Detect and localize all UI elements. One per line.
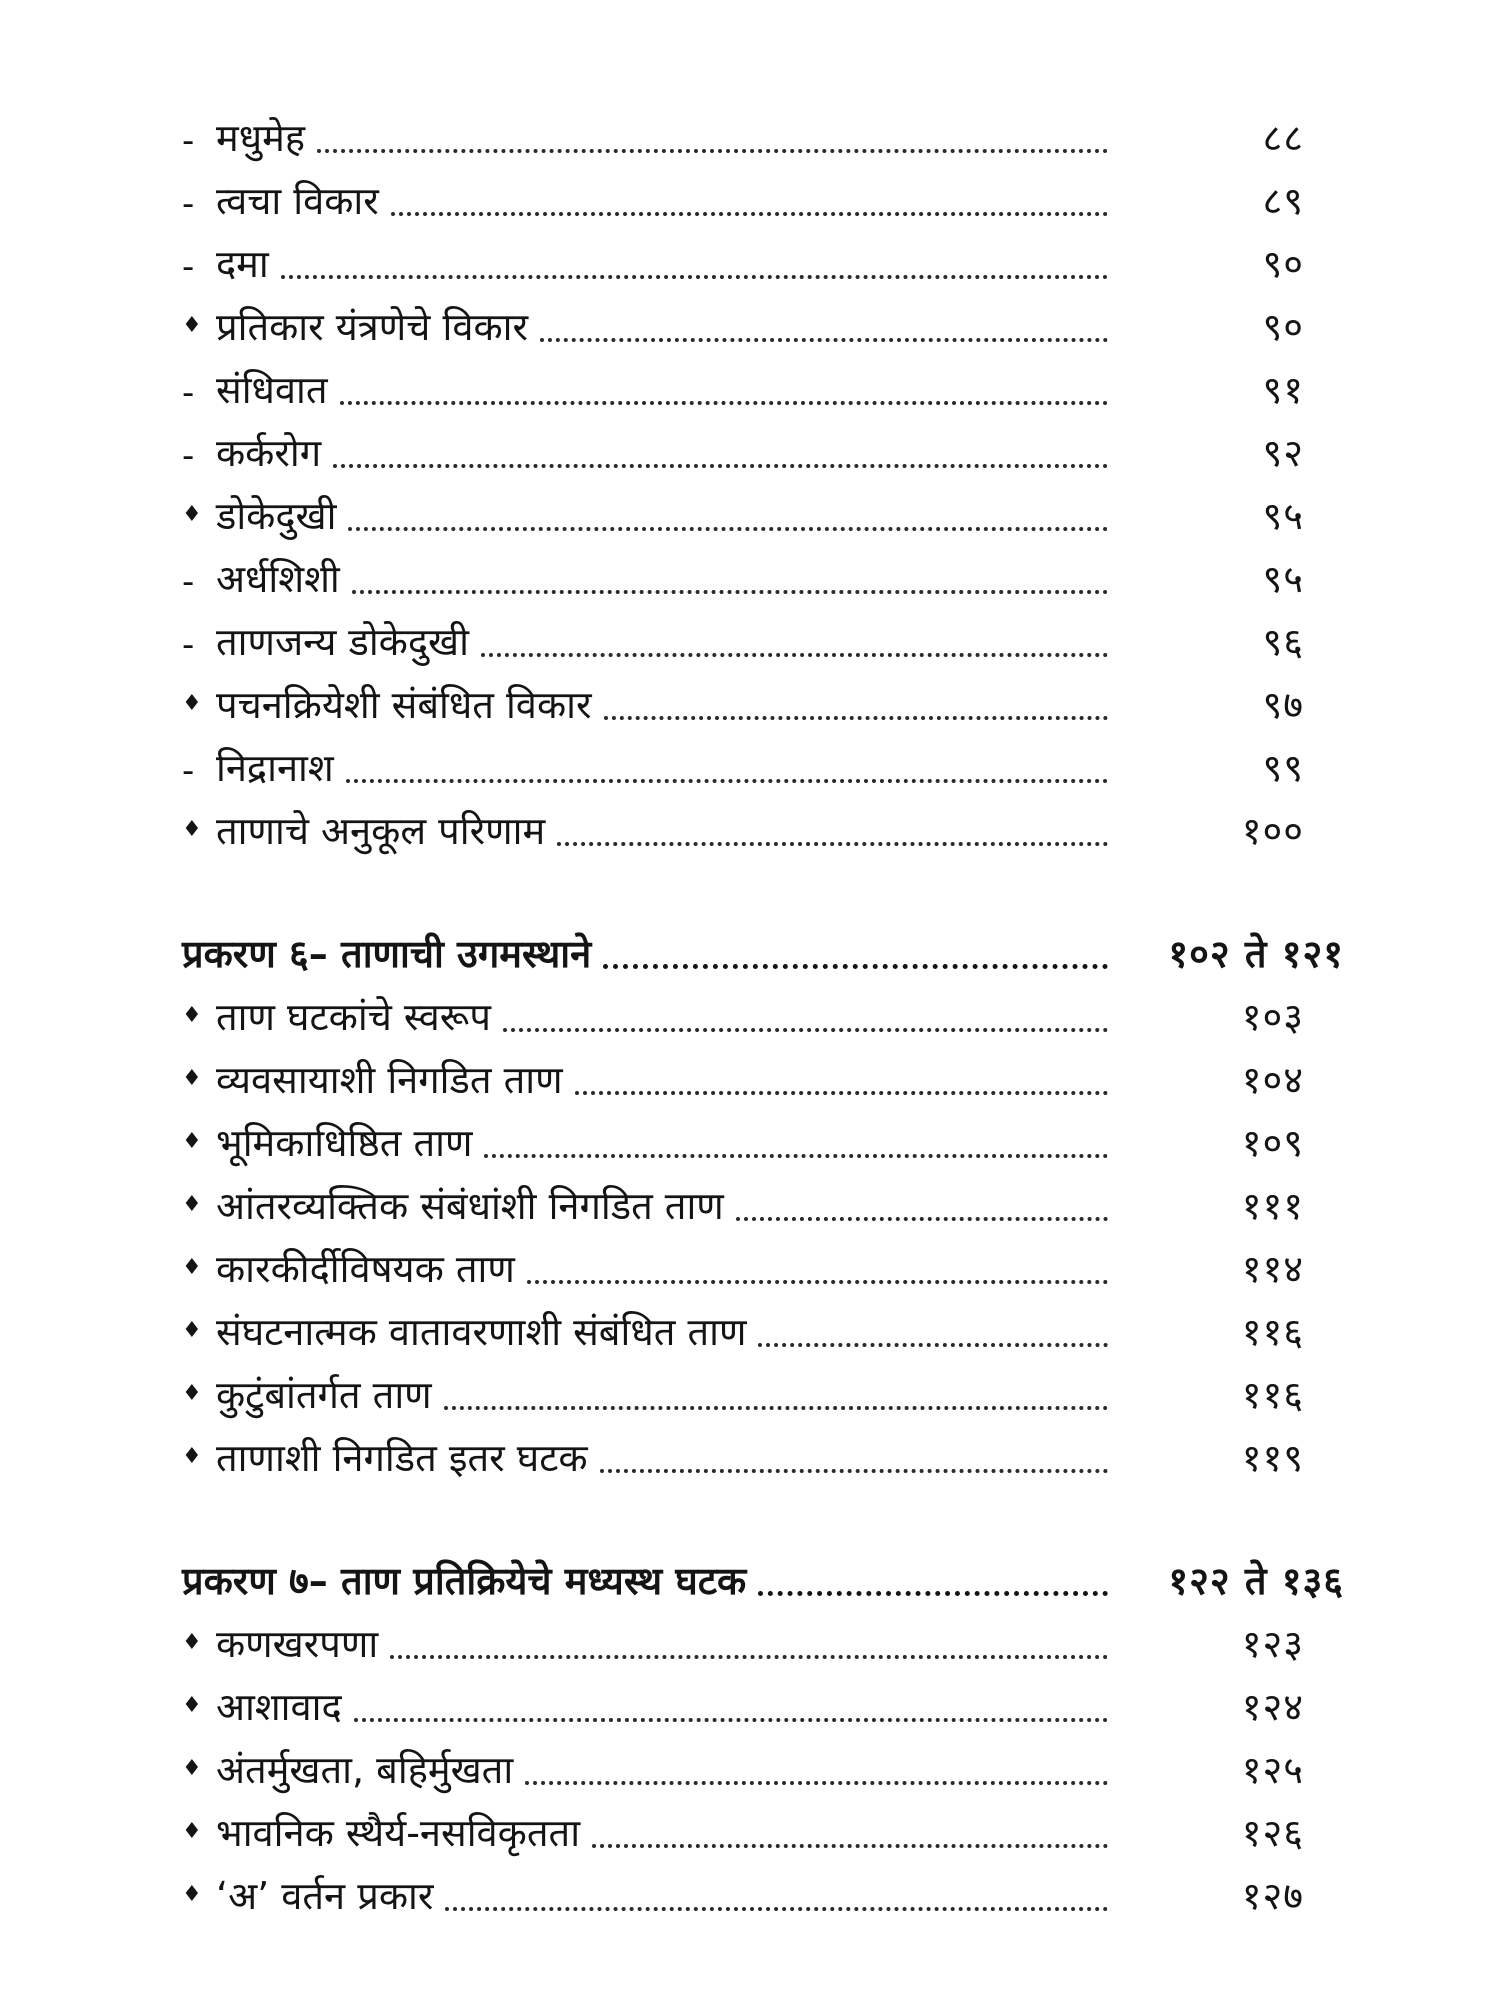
dot-leader xyxy=(484,1154,1108,1158)
dash-marker: - xyxy=(182,624,195,665)
dot-leader xyxy=(352,590,1108,594)
dash-marker: - xyxy=(182,183,195,224)
toc-entry-label: मधुमेह xyxy=(216,116,305,161)
dot-leader xyxy=(444,1406,1108,1410)
section-gap xyxy=(182,854,1330,914)
toc-entry-label: कणखरपणा xyxy=(216,1622,379,1667)
toc-entry-label: भूमिकाधिष्ठित ताण xyxy=(216,1121,473,1166)
toc-entry-label: आंतरव्यक्तिक संबंधांशी निगडित ताण xyxy=(216,1184,724,1229)
dot-leader xyxy=(758,1591,1108,1596)
toc-entry xyxy=(182,1229,1330,1292)
toc-entry-page: ९० xyxy=(1262,305,1304,350)
toc-entry-label: ताण घटकांचे स्वरूप xyxy=(216,995,491,1040)
toc-entry xyxy=(182,977,1330,1040)
toc-entry-label: व्यवसायाशी निगडित ताण xyxy=(216,1058,563,1103)
toc-entry-page: १२३ xyxy=(1241,1622,1304,1667)
toc-entry-page: ११६ xyxy=(1241,1310,1304,1355)
toc-entry-page: १०९ xyxy=(1241,1121,1304,1166)
toc-entry xyxy=(182,161,1330,224)
toc-entry xyxy=(182,602,1330,665)
toc-entry-page: १११ xyxy=(1241,1184,1304,1229)
chapter-heading xyxy=(182,914,1344,977)
diamond-bullet-icon: ♦ xyxy=(182,1692,202,1718)
toc-entry xyxy=(182,98,1330,161)
toc-entry-page: १२७ xyxy=(1241,1874,1304,1919)
dash-marker: - xyxy=(182,372,195,413)
diamond-bullet-icon: ♦ xyxy=(182,690,202,716)
toc-entry-label: पचनक्रियेशी संबंधित विकार xyxy=(216,683,592,728)
toc-entry xyxy=(182,1355,1330,1418)
dot-leader xyxy=(592,1844,1108,1848)
toc-entry-label: डोकेदुखी xyxy=(216,494,337,539)
diamond-bullet-icon: ♦ xyxy=(182,1128,202,1154)
diamond-bullet-icon: ♦ xyxy=(182,1881,202,1907)
chapter-heading xyxy=(182,1541,1344,1604)
toc-entry-page: १२५ xyxy=(1241,1748,1304,1793)
toc-entry xyxy=(182,1292,1330,1355)
toc-entry-label: अर्धशिशी xyxy=(216,557,340,602)
dot-leader xyxy=(557,842,1108,846)
toc-entry-page: १२६ xyxy=(1241,1811,1304,1856)
toc-entry-page: ८८ xyxy=(1262,116,1304,161)
dot-leader xyxy=(758,1343,1108,1347)
toc-entry xyxy=(182,1667,1330,1730)
toc-entry-page: ९५ xyxy=(1262,557,1304,602)
toc-entry xyxy=(182,665,1330,728)
table-of-contents xyxy=(182,98,1344,1919)
dot-leader xyxy=(604,716,1108,720)
toc-entry xyxy=(182,1604,1330,1667)
diamond-bullet-icon: ♦ xyxy=(182,1065,202,1091)
toc-entry-label: प्रतिकार यंत्रणेचे विकार xyxy=(216,305,529,350)
toc-entry-page: ११६ xyxy=(1241,1373,1304,1418)
toc-entry-page: १२४ xyxy=(1241,1685,1304,1730)
toc-entry-page: १०३ xyxy=(1241,995,1304,1040)
toc-entry-page: ९६ xyxy=(1262,620,1304,665)
toc-entry-page: ९७ xyxy=(1262,683,1304,728)
toc-entry-label: ताणाशी निगडित इतर घटक xyxy=(216,1436,588,1481)
dash-marker: - xyxy=(182,120,195,161)
dot-leader xyxy=(600,1469,1108,1473)
diamond-bullet-icon: ♦ xyxy=(182,1002,202,1028)
chapter-page-range: १०२ ते १२१ xyxy=(1168,932,1344,977)
diamond-bullet-icon: ♦ xyxy=(182,1254,202,1280)
toc-entry-page: ११४ xyxy=(1241,1247,1304,1292)
dot-leader xyxy=(575,1091,1108,1095)
toc-entry xyxy=(182,1040,1330,1103)
toc-entry-label: अंतर्मुखता, बहिर्मुखता xyxy=(216,1748,514,1793)
toc-entry xyxy=(182,350,1330,413)
toc-entry-page: १०० xyxy=(1241,809,1304,854)
dot-leader xyxy=(346,779,1108,783)
toc-entry xyxy=(182,728,1330,791)
toc-entry xyxy=(182,1103,1330,1166)
chapter-title: प्रकरण ७– ताण प्रतिक्रियेचे मध्यस्थ घटक xyxy=(182,1559,747,1604)
dash-marker: - xyxy=(182,435,195,476)
toc-entry-page: ११९ xyxy=(1241,1436,1304,1481)
diamond-bullet-icon: ♦ xyxy=(182,501,202,527)
dash-marker: - xyxy=(182,561,195,602)
dot-leader xyxy=(736,1217,1108,1221)
toc-entry-label: निद्रानाश xyxy=(216,746,334,791)
dot-leader xyxy=(527,1280,1108,1284)
toc-entry-page: ९९ xyxy=(1262,746,1304,791)
section-gap xyxy=(182,1481,1330,1541)
toc-entry xyxy=(182,539,1330,602)
toc-section-continued xyxy=(182,98,1330,854)
diamond-bullet-icon: ♦ xyxy=(182,816,202,842)
toc-entry-label: भावनिक स्थैर्य-नसविकृतता xyxy=(216,1811,581,1856)
diamond-bullet-icon: ♦ xyxy=(182,1380,202,1406)
toc-entry-label: संधिवात xyxy=(216,368,328,413)
diamond-bullet-icon: ♦ xyxy=(182,1317,202,1343)
toc-entry-label: आशावाद xyxy=(216,1685,342,1730)
diamond-bullet-icon: ♦ xyxy=(182,1755,202,1781)
toc-entry xyxy=(182,224,1330,287)
diamond-bullet-icon: ♦ xyxy=(182,1443,202,1469)
dot-leader xyxy=(333,464,1108,468)
toc-entry xyxy=(182,287,1330,350)
toc-entry-label: ‘अ’ वर्तन प्रकार xyxy=(216,1874,434,1919)
toc-entry-page: ९५ xyxy=(1262,494,1304,539)
toc-entry-label: कुटुंबांतर्गत ताण xyxy=(216,1373,432,1418)
dot-leader xyxy=(340,401,1108,405)
diamond-bullet-icon: ♦ xyxy=(182,1191,202,1217)
diamond-bullet-icon: ♦ xyxy=(182,1818,202,1844)
dot-leader xyxy=(540,338,1108,342)
dot-leader xyxy=(281,275,1108,279)
dot-leader xyxy=(354,1718,1108,1722)
toc-entry-page: ८९ xyxy=(1262,179,1304,224)
toc-entry xyxy=(182,791,1330,854)
dot-leader xyxy=(348,527,1108,531)
dash-marker: - xyxy=(182,750,195,791)
diamond-bullet-icon: ♦ xyxy=(182,312,202,338)
dot-leader xyxy=(445,1907,1108,1911)
toc-entry xyxy=(182,1793,1330,1856)
chapter-page-range: १२२ ते १३६ xyxy=(1168,1559,1344,1604)
dash-marker: - xyxy=(182,246,195,287)
toc-entry-label: ताणाचे अनुकूल परिणाम xyxy=(216,809,546,854)
toc-entry-page: ९२ xyxy=(1262,431,1304,476)
toc-entry xyxy=(182,1166,1330,1229)
toc-chapter-7 xyxy=(182,1541,1344,1919)
dot-leader xyxy=(317,149,1108,153)
toc-entry-page: ९० xyxy=(1262,242,1304,287)
diamond-bullet-icon: ♦ xyxy=(182,1629,202,1655)
toc-entry-label: कर्करोग xyxy=(216,431,322,476)
toc-chapter-6 xyxy=(182,914,1344,1481)
dot-leader xyxy=(603,964,1108,969)
toc-entry-label: त्वचा विकार xyxy=(216,179,379,224)
toc-entry xyxy=(182,476,1330,539)
dot-leader xyxy=(481,653,1108,657)
toc-entry-page: ९१ xyxy=(1262,368,1304,413)
toc-entry xyxy=(182,1730,1330,1793)
toc-entry xyxy=(182,413,1330,476)
toc-entry xyxy=(182,1418,1330,1481)
dot-leader xyxy=(390,1655,1108,1659)
dot-leader xyxy=(503,1028,1108,1032)
chapter-title: प्रकरण ६– ताणाची उगमस्थाने xyxy=(182,932,592,977)
toc-entry-page: १०४ xyxy=(1241,1058,1304,1103)
toc-entry-label: कारकीर्दीविषयक ताण xyxy=(216,1247,515,1292)
dot-leader xyxy=(391,212,1108,216)
toc-entry-label: ताणजन्य डोकेदुखी xyxy=(216,620,469,665)
dot-leader xyxy=(525,1781,1108,1785)
toc-entry-label: संघटनात्मक वातावरणाशी संबंधित ताण xyxy=(216,1310,747,1355)
toc-entry xyxy=(182,1856,1330,1919)
toc-entry-label: दमा xyxy=(216,242,269,287)
